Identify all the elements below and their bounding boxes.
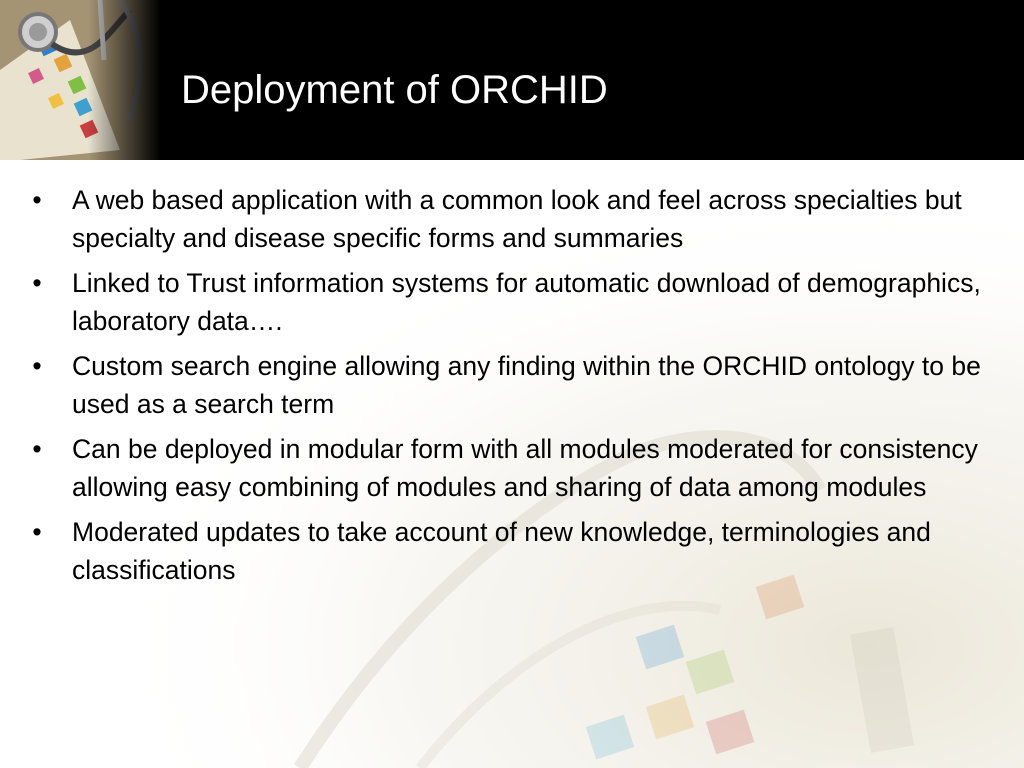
- bullet-item: [0, 514, 1000, 589]
- bullet-marker: •: [32, 351, 42, 381]
- bullet-text: Linked to Trust information systems for automatic download of demographics, laboratory data….: [72, 268, 981, 336]
- bullet-text: Moderated updates to take account of new knowledge, terminologies and classifications: [72, 517, 931, 585]
- bullet-marker: •: [32, 268, 42, 298]
- bullet-text: Custom search engine allowing any finding within the ORCHID ontology to be used as a search term: [72, 351, 981, 419]
- bullet-text: Can be deployed in modular form with all modules moderated for consistency allowing easy combining of modules and sharing of data among modules: [72, 434, 978, 502]
- stethoscope-icon: [0, 0, 160, 160]
- header-bar: [0, 0, 1024, 160]
- bullet-item: [0, 182, 1000, 257]
- bullet-marker: •: [32, 185, 42, 215]
- slide-title: Deployment of ORCHID: [181, 68, 608, 112]
- bullet-item: [0, 265, 1000, 340]
- bullet-marker: •: [32, 517, 42, 547]
- bullet-marker: •: [32, 434, 42, 464]
- bullet-item: [0, 348, 1000, 423]
- bullet-text: A web based application with a common look and feel across specialties but specialty and disease specific forms and summaries: [72, 185, 962, 253]
- bullet-list: [0, 182, 1000, 597]
- bullet-item: [0, 431, 1000, 506]
